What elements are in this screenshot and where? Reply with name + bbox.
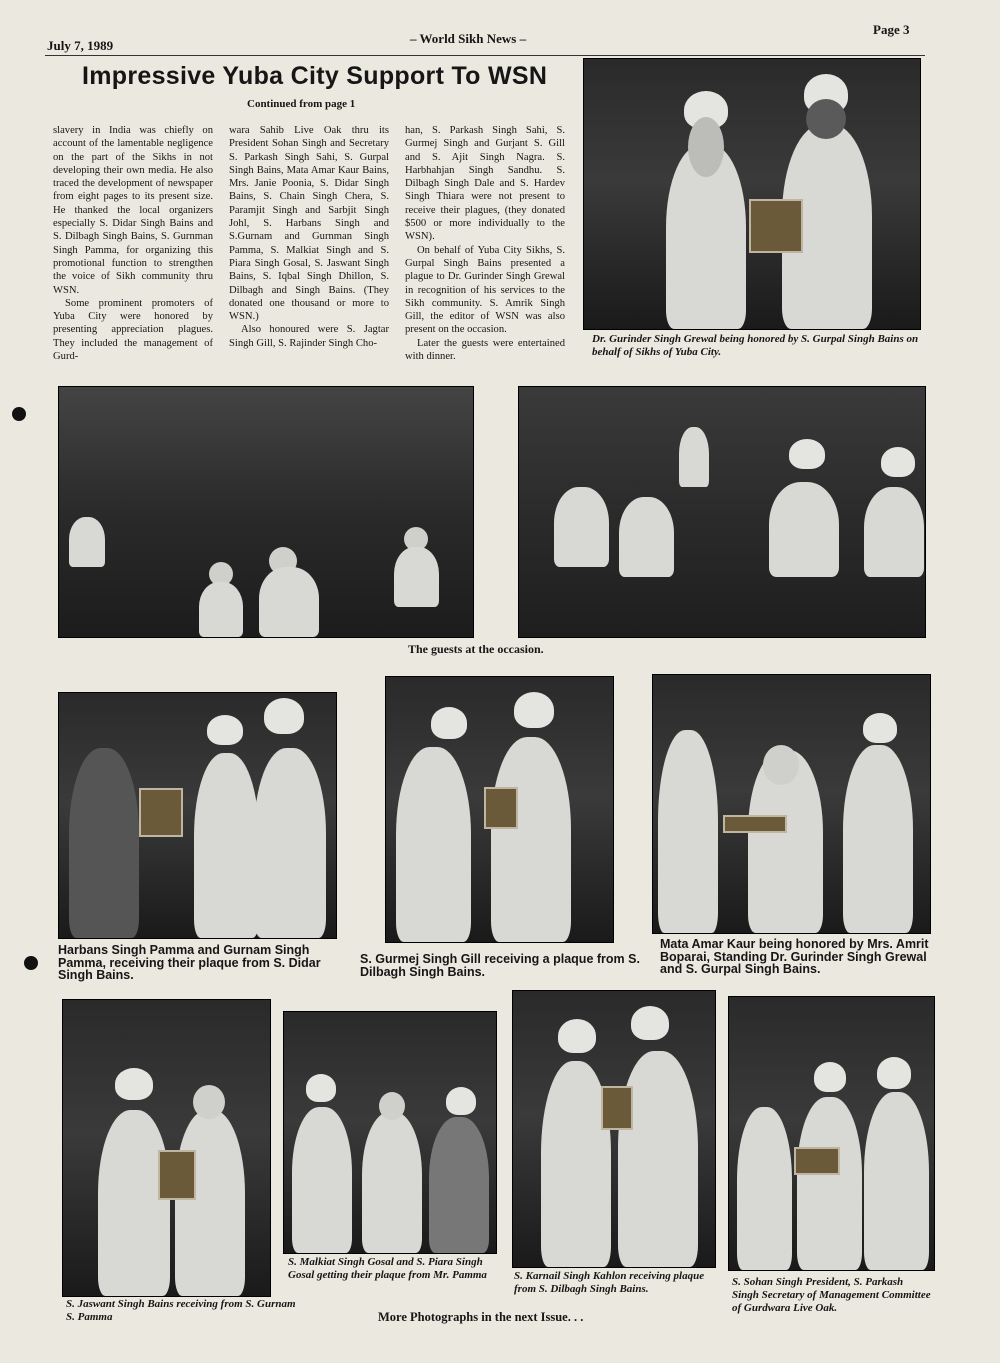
continued-note: Continued from page 1 <box>247 98 356 110</box>
article-column-2 <box>229 124 389 350</box>
issue-date: July 7, 1989 <box>47 38 114 53</box>
photo-caption: S. Karnail Singh Kahlon receiving plaque from S. Dilbagh Singh Bains. <box>514 1270 705 1295</box>
paragraph: Later the guests were entertained with dinner. <box>405 337 565 363</box>
photo-gurmej-gill <box>385 676 614 943</box>
article-column-1 <box>53 124 213 363</box>
photo-jaswant-bains <box>62 999 271 1297</box>
footer-note: More Photographs in the next Issue. . . <box>378 1310 584 1324</box>
photo-malkiat-gosal <box>283 1011 497 1254</box>
paragraph: On behalf of Yuba City Sikhs, S. Gurpal Singh Bains presented a plague to Dr. Gurinder Singh Grewal in recognition of his services to the Sikh community. S. Amrik Singh Gill, the editor of WSN was also present on the occasion. <box>405 244 565 336</box>
binder-hole <box>12 407 26 421</box>
photo-caption: Dr. Gurinder Singh Grewal being honored by S. Gurpal Singh Bains on behalf of Sikhs of Yuba City. <box>592 333 919 358</box>
photo-caption: Harbans Singh Pamma and Gurnam Singh Pamma, receiving their plaque from S. Didar Singh Bains. <box>58 943 321 982</box>
photo-sohan-singh <box>728 996 935 1271</box>
photo-grewal-honored <box>583 58 921 330</box>
paragraph: Some prominent promoters of Yuba City were honored by presenting appreciation plagues. They included the management of Gurd- <box>53 297 213 363</box>
photo-caption: Mata Amar Kaur being honored by Mrs. Amrit Boparai, Standing Dr. Gurinder Singh Grewal and S. Gurpal Singh Bains. <box>660 937 929 976</box>
paragraph: Also honoured were S. Jagtar Singh Gill, S. Rajinder Singh Cho- <box>229 324 389 349</box>
article-column-3 <box>405 124 565 363</box>
header-rule <box>45 55 925 56</box>
photo-guests-right <box>518 386 926 638</box>
paragraph: slavery in India was chiefly on account of the lamentable negligence on the part of the Sikhs in not developing their own media. He also traced the development of newspaper from eight pages to its present size. He thanked the local organizers especially S. Didar Singh Bains and S. Dilbagh Singh Bains, S. Gurnman Singh Pamma, for organizing this promotional function to strengthen the voice of Sikh community thru WSN. <box>53 125 213 296</box>
binder-hole <box>24 956 38 970</box>
paragraph: han, S. Parkash Singh Sahi, S. Gurmej Singh and Gurjant S. Gill and S. Ajit Singh Nagra. S. Harbhahjan Singh Sandhu. S. Dilbagh Singh Dale and S. Hardev Singh Thiara were not present to receive their plagues, (they donated $500 or more individually to the WSN). <box>405 125 565 243</box>
photo-harbans-pamma <box>58 692 337 939</box>
photo-caption: S. Malkiat Singh Gosal and S. Piara Singh Gosal getting their plaque from Mr. Pamma <box>288 1256 487 1281</box>
photo-mata-amar-kaur <box>652 674 931 934</box>
photo-caption: The guests at the occasion. <box>408 642 544 656</box>
paragraph: wara Sahib Live Oak thru its President Sohan Singh and Secretary S. Parkash Singh Sahi, S. Gurpal Singh Bains, Mata Amar Kaur Bains, Mrs. Janie Poonia, S. Didar Singh Bains, S. Chain Singh Chera, S. Paramjit Singh and Sarbjit Singh Johl, S. Harbans Singh and S.Gurnam and Gurnman Singh Pamma, S. Malkiat Singh and S. Piara Singh Gosal, S. Jaswant Singh Bains, S. Iqbal Singh Dhillon, S. Dilbagh and Singh Bains. (They donated one thousand or more to WSN.) <box>229 125 389 323</box>
photo-karnail-kahlon <box>512 990 716 1268</box>
photo-guests-left <box>58 386 474 638</box>
newspaper-title: – World Sikh News – <box>410 31 527 46</box>
page-number: Page 3 <box>873 22 910 37</box>
photo-caption: S. Jaswant Singh Bains receiving from S. Gurnam S. Pamma <box>66 1298 296 1323</box>
article-headline: Impressive Yuba City Support To WSN <box>82 62 548 90</box>
photo-caption: S. Sohan Singh President, S. Parkash Singh Secretary of Management Committee of Gurdwara Live Oak. <box>732 1276 931 1314</box>
photo-caption: S. Gurmej Singh Gill receiving a plaque from S. Dilbagh Singh Bains. <box>360 952 640 979</box>
